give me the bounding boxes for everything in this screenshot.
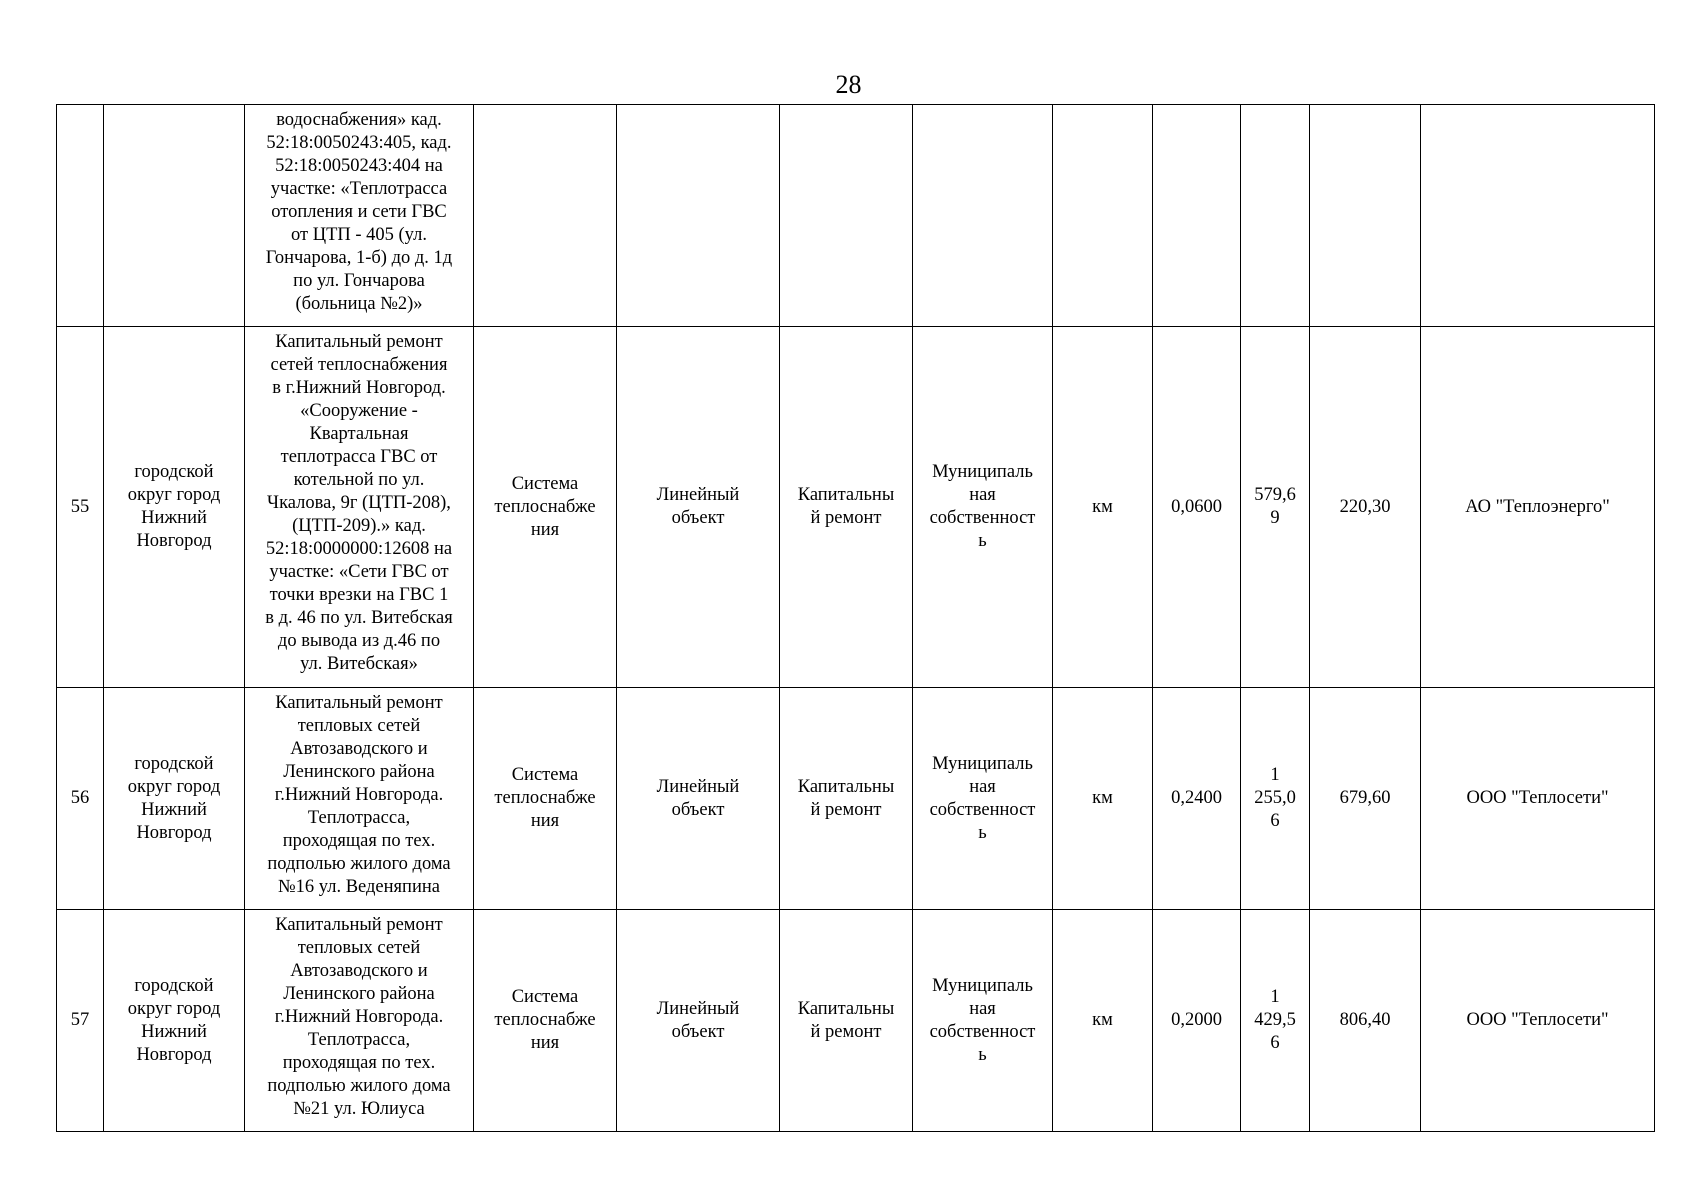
cell-organization: [1421, 105, 1655, 327]
cell-ownership: [913, 688, 1053, 910]
text-line: ь: [978, 531, 987, 551]
cell-amount: 806,40: [1310, 910, 1421, 1132]
cell-cost: [1241, 327, 1310, 688]
text-line: ния: [530, 519, 560, 540]
text-line: 429,5: [1254, 1010, 1296, 1030]
text-line: 6: [1270, 811, 1280, 831]
text-line: Муниципаль: [932, 753, 1033, 774]
text-line: собственност: [929, 508, 1036, 528]
text-line: округ город: [127, 998, 221, 1019]
text-line: Ленинского района: [283, 762, 435, 782]
cell-district: [104, 910, 245, 1132]
text-line: в г.Нижний Новгород.: [272, 378, 446, 398]
text-line: до вывода из д.46 по: [277, 631, 441, 651]
text-line: Новгород: [136, 822, 212, 843]
text-line: объект: [671, 508, 725, 528]
text-line: теплоснабже: [494, 788, 596, 808]
text-line: теплоснабже: [494, 1010, 596, 1030]
text-line: Нижний: [141, 799, 207, 820]
text-line: ная: [969, 485, 996, 505]
page-number: 28: [835, 70, 862, 99]
cell-organization: ООО "Теплосети": [1421, 910, 1655, 1132]
text-line: котельной по ул.: [293, 470, 425, 490]
cell-organization: ООО "Теплосети": [1421, 688, 1655, 910]
cell-work-type: [780, 688, 913, 910]
cell-length: 0,2400: [1153, 688, 1241, 910]
text-line: Капитальны: [797, 485, 895, 505]
cell-num: 56: [57, 688, 104, 910]
text-line: в д. 46 по ул. Витебская: [265, 608, 453, 628]
cell-cost: [1241, 688, 1310, 910]
cell-length: 0,0600: [1153, 327, 1241, 688]
cell-unit: км: [1053, 910, 1153, 1132]
text-line: «Сооружение -: [300, 401, 418, 421]
text-line: 579,6: [1254, 485, 1296, 505]
text-line: 52:18:0050243:404 на: [275, 156, 443, 176]
cell-unit: [1053, 105, 1153, 327]
text-line: по ул. Гончарова: [293, 271, 425, 291]
text-line: й ремонт: [810, 799, 882, 820]
cell-amount: 220,30: [1310, 327, 1421, 688]
text-line: округ город: [127, 776, 221, 797]
cell-ownership: [913, 327, 1053, 688]
text-line: ная: [969, 776, 996, 797]
cell-system: [474, 688, 617, 910]
cell-district: [104, 327, 245, 688]
text-line: собственност: [929, 1021, 1036, 1042]
data-table: [56, 104, 1655, 1132]
text-line: ная: [969, 998, 996, 1019]
cell-description: [245, 105, 474, 327]
cell-num: 57: [57, 910, 104, 1132]
text-line: Новгород: [136, 531, 212, 551]
text-line: Капитальны: [797, 776, 895, 797]
cell-object-type: [617, 910, 780, 1132]
text-line: Система: [511, 987, 579, 1007]
cell-description: [245, 688, 474, 910]
text-line: Нижний: [141, 1021, 207, 1042]
text-line: №21 ул. Юлиуса: [293, 1099, 425, 1119]
text-line: й ремонт: [810, 508, 882, 528]
text-line: Автозаводского и: [290, 961, 428, 981]
text-line: городской: [134, 753, 214, 774]
text-line: Теплотрасса,: [307, 1030, 411, 1050]
cell-num: [57, 105, 104, 327]
cell-work-type: [780, 327, 913, 688]
cell-work-type: [780, 105, 913, 327]
cell-work-type: [780, 910, 913, 1132]
text-line: Капитальный ремонт: [275, 332, 443, 352]
text-line: Муниципаль: [932, 462, 1033, 482]
text-line: 6: [1270, 1033, 1280, 1053]
text-line: Новгород: [136, 1044, 212, 1065]
text-line: Чкалова, 9г (ЦТП-208),: [267, 493, 451, 513]
cell-length: [1153, 105, 1241, 327]
text-line: теплоснабже: [494, 496, 596, 517]
text-line: (ЦТП-209).» кад.: [292, 516, 426, 536]
text-line: участке: «Сети ГВС от: [269, 562, 449, 582]
text-line: Муниципаль: [932, 975, 1033, 996]
text-line: Капитальный ремонт: [275, 915, 443, 935]
cell-system: [474, 105, 617, 327]
text-line: Линейный: [656, 998, 740, 1019]
text-line: Гончарова, 1-б) до д. 1д: [265, 248, 453, 268]
cell-amount: [1310, 105, 1421, 327]
text-line: ул. Витебская»: [300, 654, 418, 674]
text-line: Теплотрасса,: [307, 808, 411, 828]
text-line: Линейный: [656, 776, 740, 797]
text-line: Квартальная: [309, 424, 409, 444]
cell-district: [104, 688, 245, 910]
text-line: отопления и сети ГВС: [271, 202, 447, 222]
cell-object-type: [617, 105, 780, 327]
text-line: 9: [1270, 508, 1280, 528]
text-line: городской: [134, 975, 214, 996]
cell-unit: км: [1053, 688, 1153, 910]
text-line: 52:18:0000000:12608 на: [265, 539, 453, 559]
cell-unit: км: [1053, 327, 1153, 688]
text-line: водоснабжения» кад.: [276, 110, 442, 130]
text-line: проходящая по тех.: [282, 831, 436, 851]
text-line: точки врезки на ГВС 1: [269, 585, 449, 605]
text-line: Линейный: [656, 485, 740, 505]
text-line: городской: [134, 462, 214, 482]
text-line: (больница №2)»: [295, 294, 423, 314]
text-line: 255,0: [1254, 788, 1296, 808]
cell-district: [104, 105, 245, 327]
table-row-continuation: [57, 105, 1655, 327]
text-line: г.Нижний Новгорода.: [274, 785, 444, 805]
text-line: Нижний: [141, 508, 207, 528]
text-line: от ЦТП - 405 (ул.: [291, 225, 427, 245]
cell-num: 55: [57, 327, 104, 688]
text-line: й ремонт: [810, 1021, 882, 1042]
text-line: ь: [978, 822, 987, 843]
text-line: ния: [530, 1033, 560, 1053]
text-line: Система: [511, 765, 579, 785]
text-line: подполью жилого дома: [267, 1076, 451, 1096]
text-line: тепловых сетей: [297, 938, 421, 958]
text-line: Система: [511, 473, 579, 494]
text-line: Капитальный ремонт: [275, 693, 443, 713]
text-line: подполью жилого дома: [267, 854, 451, 874]
table-row: [57, 910, 1655, 1132]
text-line: собственност: [929, 799, 1036, 820]
text-line: ь: [978, 1044, 987, 1065]
cell-object-type: [617, 688, 780, 910]
text-line: ния: [530, 811, 560, 831]
text-line: Ленинского района: [283, 984, 435, 1004]
text-line: теплотрасса ГВС от: [280, 447, 438, 467]
text-line: 52:18:0050243:405, кад.: [266, 133, 452, 153]
text-line: сетей теплоснабжения: [270, 355, 448, 375]
text-line: проходящая по тех.: [282, 1053, 436, 1073]
text-line: 1: [1270, 765, 1280, 785]
text-line: участке: «Теплотрасса: [270, 179, 448, 199]
text-line: Автозаводского и: [290, 739, 428, 759]
cell-cost: [1241, 105, 1310, 327]
text-line: г.Нижний Новгорода.: [274, 1007, 444, 1027]
cell-description: [245, 327, 474, 688]
text-line: объект: [671, 799, 725, 820]
table-row: [57, 327, 1655, 688]
cell-amount: 679,60: [1310, 688, 1421, 910]
cell-object-type: [617, 327, 780, 688]
cell-ownership: [913, 105, 1053, 327]
cell-organization: АО "Теплоэнерго": [1421, 327, 1655, 688]
cell-system: [474, 327, 617, 688]
text-line: тепловых сетей: [297, 716, 421, 736]
cell-description: [245, 910, 474, 1132]
cell-cost: [1241, 910, 1310, 1132]
cell-system: [474, 910, 617, 1132]
text-line: №16 ул. Веденяпина: [278, 877, 440, 897]
cell-ownership: [913, 910, 1053, 1132]
text-line: округ город: [127, 485, 221, 505]
cell-length: 0,2000: [1153, 910, 1241, 1132]
text-line: объект: [671, 1021, 725, 1042]
table-row: [57, 688, 1655, 910]
text-line: Капитальны: [797, 998, 895, 1019]
text-line: 1: [1270, 987, 1280, 1007]
